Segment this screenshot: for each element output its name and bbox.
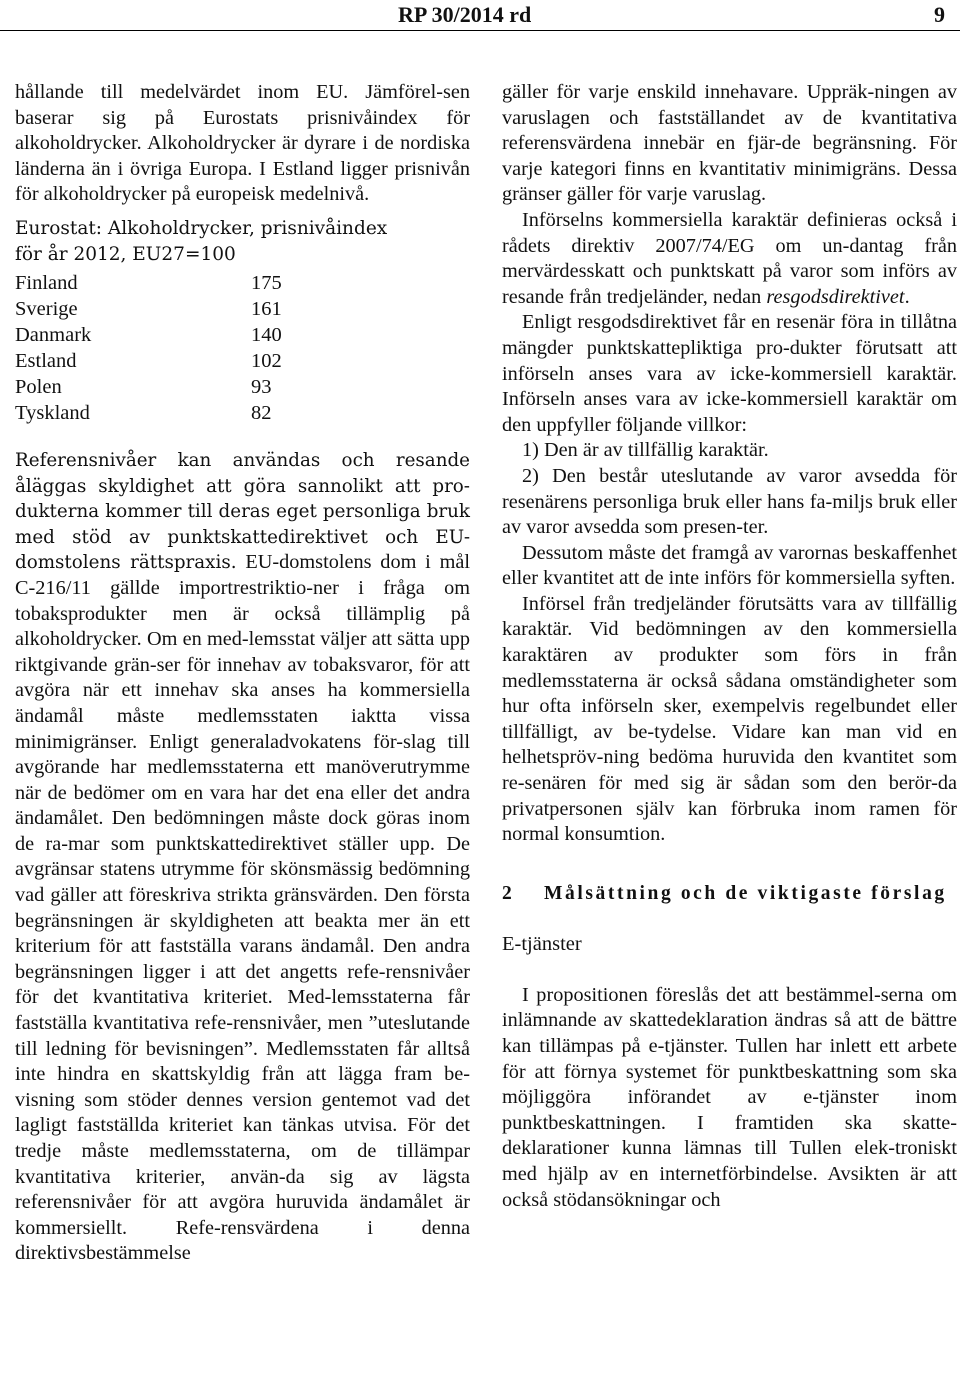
page-number: 9: [934, 2, 945, 27]
paragraph: I propositionen föreslås det att bestämmel-serna om inlämnande av skattedeklaration ändras så att de bättre kan tillämpas på e-tjänster. Tullen har inlett ett arbete för att förnya systemet för punktbeskattning som ska möjliggöra införandet av e-tjänster inom punktbeskattningen. I framtiden ska skatte-deklarationer kunna lämnas till Tullen elek-troniskt med hjälp av en internetförbindelse. Avsikten är att också stödansökningar och: [502, 983, 957, 1211]
country-cell: Estland: [15, 349, 77, 372]
text-run: .: [904, 285, 910, 308]
section-title: Målsättning och de viktigaste förslag: [544, 882, 947, 904]
table-row: [15, 374, 311, 400]
table-row: [15, 348, 311, 374]
index-value-cell: 140: [251, 323, 282, 346]
condition-item: 2) Den består uteslutande av varor avsedda för resenärens personliga bruk eller hans fa-miljs bruk eller av varor avsedda som presen-ter.: [502, 464, 957, 539]
emphasis-term: resgodsdirektivet: [766, 285, 905, 308]
header-rule: [0, 30, 960, 31]
index-value-cell: 93: [251, 375, 272, 398]
paragraph: hållande till medelvärdet inom EU. Jämförel-sen baserar sig på Eurostats prisnivåindex för alkoholdrycker. Alkoholdrycker är dyrare i de nordiska länderna än i övriga Europa. I Estland ligger prisnivån för alkoholdrycker på europeisk medelnivå.: [15, 81, 470, 206]
country-cell: Sverige: [15, 297, 78, 320]
paragraph-serif-part: EU-domstolens dom i mål C-216/11 gällde importrestriktio-ner i fråga om tobaksprodukter men är också tillämplig på alkoholdrycker.: [15, 551, 470, 651]
country-cell: Polen: [15, 375, 62, 398]
price-index-table-block: [15, 216, 470, 426]
paragraph: [15, 448, 470, 1267]
country-cell: Danmark: [15, 323, 92, 346]
paragraph-sans-part: Referensnivåer kan användas och resande åläggas skyldighet att göra sannolikt att pro-dukterna kommer till deras eget personliga bruk med stöd av punktskattedirektivet och EU-domstolens rättspraxis.: [15, 449, 470, 574]
index-value-cell: 161: [251, 297, 282, 320]
paragraph: Införsel från tredjeländer förutsätts vara av tillfällig karaktär. Vid bedömningen av den kommersiella karaktären av produkter som förs in från medlemsstaterna är också sådana omständigheter som hur ofta införseln sker, exempelvis regelbundet eller tillfälligt, av be-tydelse. Vidare kan man vid en helhetspröv-ning bedöma huruvida den kvantitet som re-senären för med sig är sådan som den berör-da privatpersonen själv kan förbruka inom ramen för normal konsumtion.: [502, 592, 957, 846]
paragraph: gäller för varje enskild innehavare. Uppräk-ningen av varuslagen och fastställandet av de kvantitativa referensvärdena innebär en fjär-de begränsning. För varje kategori finns en kvantitativ minimigräns. Dessa gränser gäller för varje varuslag.: [502, 81, 957, 206]
table-title-line-1: Eurostat: Alkoholdrycker, prisnivåindex: [15, 217, 388, 239]
page-id: RP 30/2014 rd: [398, 2, 532, 27]
section-heading: [502, 882, 957, 906]
paragraph-serif-part: Om en med-lemsstat väljer att sätta upp riktgivande grän-ser för innehav av tobaksvaror, för att avgöra när ett innehav ska anses ha kommersiella ändamål måste medlemsstaten iaktta vissa minimigränser. Enligt generaladvokatens för-slag till avgörande har medlemsstaterna ett manöverutrymme när de bedömer om en vara har det ena eller det andra ändamålet. Den bedömningen måste dock göras inom de ra-mar som punktskattedirektivet ställer upp. De avgränsar statens utrymme för skönsmässig bedömning vad gäller att föreskriva strikta gränsvärden. Den första begränsningen är skyldigheten att beakta mer än ett kriterium för att fastställa varans ändamål. Den andra begränsningen ligger i att det angetts refe-rensnivåer för det kvantitativa kriteriet. Med-lemsstaterna får fastställa kvantitativa refe-rensnivåer, men ”uteslutande till ledning för bevisningen”. Medlemsstaten får alltså inte hindra en skattskyldig från att lägga fram be-visning som stöder dennes version gentemot vad det lagligt fastställda kriteriet kan tänkas utvisa. För det tredje måste medlemsstaterna, om de tillämpar kvantitativa kriterier, använ-da sig av lägsta referensnivåer för att avgöra huruvida ändamålet är kommersiellt. Refe-rensvärdena i denna direktivsbestämmelse: [15, 628, 470, 1265]
section-number: 2: [502, 882, 512, 904]
paragraph: [502, 208, 957, 310]
table-row: [15, 270, 311, 296]
table-row: [15, 296, 311, 322]
paragraph: Dessutom måste det framgå av varornas beskaffenhet eller kvantitet att de inte införs för kommersiella syften.: [502, 541, 957, 590]
index-value-cell: 102: [251, 349, 282, 372]
paragraph: Enligt resgodsdirektivet får en resenär föra in tillåtna mängder punktskattepliktiga pro-dukter förutsatt att införseln anses vara av icke-kommersiell karaktär. Införseln anses vara av icke-kommersiell karaktär om den uppfyller följande villkor:: [502, 311, 957, 436]
price-index-table: [15, 270, 311, 426]
table-row: [15, 400, 311, 426]
right-column: [502, 80, 957, 1213]
table-row: [15, 322, 311, 348]
left-column: [15, 80, 470, 1267]
table-title-line-2: för år 2012, EU27=100: [15, 243, 236, 265]
country-cell: Finland: [15, 271, 78, 294]
country-cell: Tyskland: [15, 401, 90, 424]
text-run: Införselns kommersiella karaktär definieras också i rådets direktiv 2007/74/EG om un-dantag från mervärdesskatt och punktskatt på varor som införs av resande från tredjeländer, nedan: [502, 208, 957, 308]
index-value-cell: 82: [251, 401, 272, 424]
subheading: E-tjänster: [502, 932, 582, 955]
index-value-cell: 175: [251, 271, 282, 294]
condition-item: 1) Den är av tillfällig karaktär.: [522, 439, 769, 462]
